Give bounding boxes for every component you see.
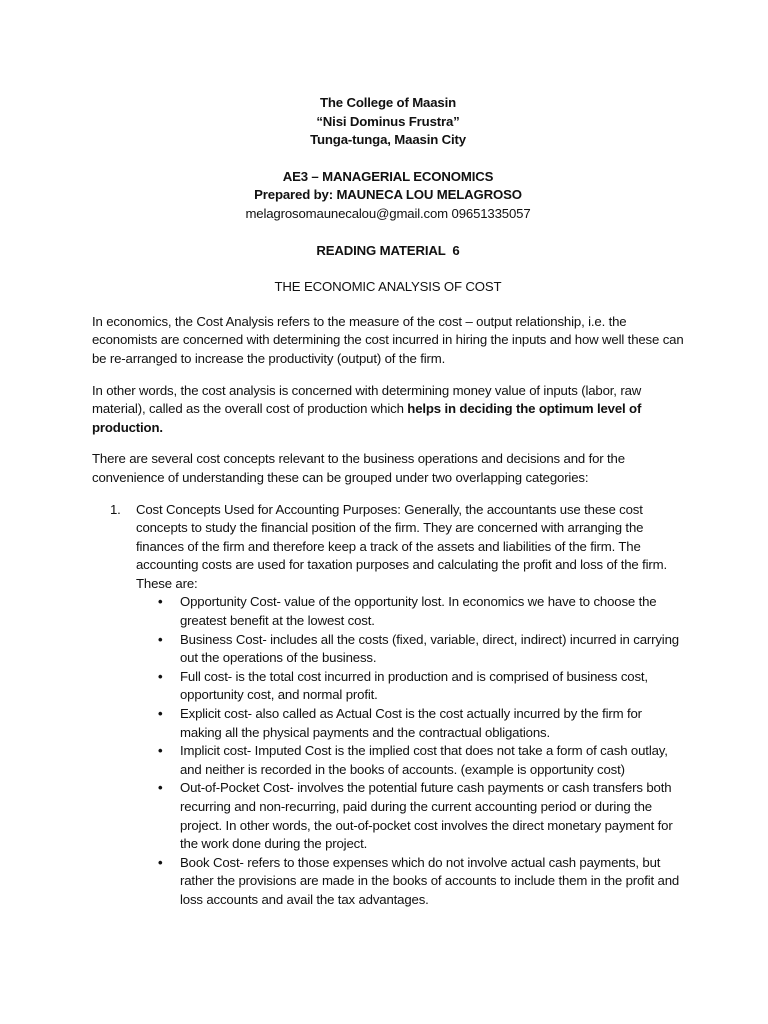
paragraph-1: In economics, the Cost Analysis refers to the measure of the cost – output relationship, i.e. the economists are concerned with determining the cost incurred in hiring the inputs and how well these can be re-arranged to increase the productivity (output) of the firm. xyxy=(92,313,684,366)
bullet-item xyxy=(136,705,684,742)
bullet-item xyxy=(136,854,684,910)
bullet-text: Book Cost- refers to those expenses which do not involve actual cash payments, but rather the provisions are made in the books of accounts to include them in the profit and loss accounts and avail the tax advantages. xyxy=(180,854,680,907)
numbered-list xyxy=(92,501,684,910)
paragraph-2 xyxy=(92,382,684,438)
college-motto: “Nisi Dominus Frustra” xyxy=(316,113,460,129)
bullet-symbol: • xyxy=(158,854,163,870)
topic-title: THE ECONOMIC ANALYSIS OF COST xyxy=(274,279,502,295)
paragraph-2-text: In other words, the cost analysis is concerned with determining money value of inputs (labor, raw material), called as the overall cost of production which xyxy=(92,382,642,417)
list-item-text: Cost Concepts Used for Accounting Purposes: Generally, the accountants use these cost concepts to study the financial position of the firm. They are concerned with arranging the finances of the firm and therefore keep a track of the assets and liabilities of the firm. The accounting costs are used for taxation purposes and calculating the profit and loss of the firm. These are: xyxy=(136,501,667,591)
bullet-symbol: • xyxy=(158,780,163,796)
bullet-item xyxy=(136,742,684,779)
bullet-symbol: • xyxy=(158,743,163,759)
bullet-symbol: • xyxy=(158,668,163,684)
course-title: AE3 – MANAGERIAL ECONOMICS xyxy=(282,168,494,184)
prepared-by: Prepared by: MAUNECA LOU MELAGROSO xyxy=(254,187,522,203)
bullet-symbol: • xyxy=(158,594,163,610)
bullet-symbol: • xyxy=(158,631,163,647)
bullet-text: Full cost- is the total cost incurred in production and is comprised of business cost, opportunity cost, and normal profit. xyxy=(180,668,648,703)
bullet-text: Opportunity Cost- value of the opportunity lost. In economics we have to choose the greatest benefit at the lowest cost. xyxy=(180,594,657,629)
reading-material-title: READING MATERIAL 6 xyxy=(316,242,460,258)
list-item xyxy=(92,501,684,910)
bullet-list xyxy=(136,593,684,909)
document-header xyxy=(92,94,684,278)
bullet-symbol: • xyxy=(158,706,163,722)
contact-info: melagrosomaunecalou@gmail.com 09651335057 xyxy=(245,205,531,221)
bullet-text: Out-of-Pocket Cost- involves the potential future cash payments or cash transfers both recurring and non-recurring, paid during the current accounting period or during the project. In other words, the out-of-pocket cost involves the direct monetary payment for the work done during the project. xyxy=(180,780,673,852)
bullet-text: Implicit cost- Imputed Cost is the implied cost that does not take a form of cash outlay, and neither is recorded in the books of accounts. (example is opportunity cost) xyxy=(180,743,668,777)
paragraph-2-emphasis: helps in deciding the optimum level of production. xyxy=(92,401,642,435)
bullet-item xyxy=(136,631,684,668)
list-number: 1. xyxy=(110,501,121,517)
bullet-item xyxy=(136,593,684,630)
bullet-text: Explicit cost- also called as Actual Cost is the cost actually incurred by the firm for making all the physical payments and the contractual obligations. xyxy=(180,706,642,740)
college-address: Tunga-tunga, Maasin City xyxy=(310,132,466,148)
paragraph-3: There are several cost concepts relevant to the business operations and decisions and for the convenience of understanding these can be grouped under two overlapping categories: xyxy=(92,451,625,485)
document-content xyxy=(92,94,684,910)
bullet-item xyxy=(136,779,684,853)
bullet-item xyxy=(136,668,684,705)
college-name: The College of Maasin xyxy=(319,95,457,110)
bullet-text: Business Cost- includes all the costs (fixed, variable, direct, indirect) incurred in carrying out the operations of the business. xyxy=(180,631,679,666)
